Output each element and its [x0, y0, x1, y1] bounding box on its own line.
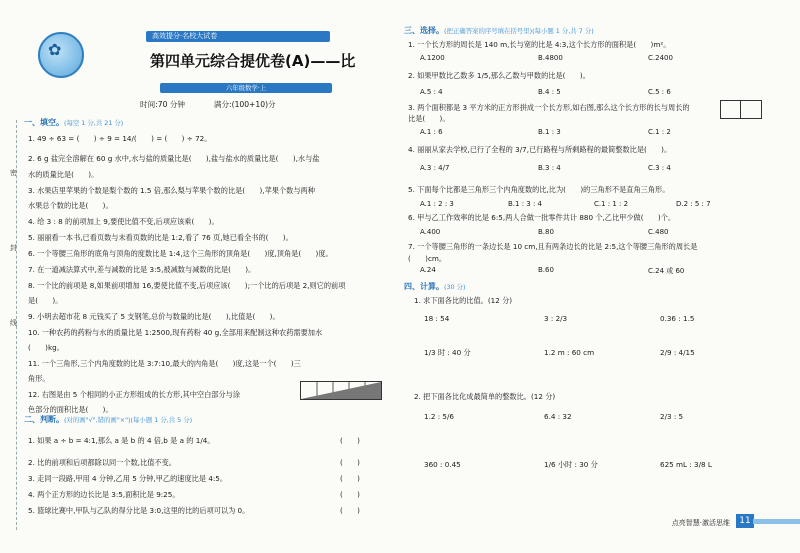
expression: 0.36 : 1.5: [660, 314, 695, 323]
question: 水果总个数的比是( )。: [28, 201, 113, 210]
option[interactable]: C.24 或 60: [648, 267, 685, 275]
question: 6. 一个等腰三角形的底角与顶角的度数比是 1:4,这个三角形的顶角是( )度,顶角是( )度。: [28, 249, 333, 258]
option[interactable]: B.1 : 3: [538, 128, 561, 136]
option[interactable]: A.400: [420, 228, 441, 236]
option[interactable]: C.3 : 4: [648, 164, 671, 172]
question: 10. 一种农药的药粉与水的质量比是 1:2500,现有药粉 40 g,全部用来配制这种农药需要加水: [28, 328, 323, 337]
question: 色部分的面积比是( )。: [28, 405, 113, 414]
expression: 3 : 2/3: [544, 314, 568, 323]
section-calc: [404, 281, 466, 292]
section-title: 二、判断。: [24, 415, 64, 424]
option[interactable]: A.1 : 2 : 3: [420, 200, 454, 208]
option[interactable]: B.60: [538, 266, 554, 274]
question: 1. 一个长方形的周长是 140 m,长与宽的比是 4:3,这个长方形的面积是( )m²。: [408, 40, 671, 49]
option[interactable]: B.4 : 5: [538, 88, 561, 96]
question: 3. 走同一段路,甲用 4 分钟,乙用 5 分钟,甲乙的速度比是 4:5。: [28, 474, 228, 483]
option[interactable]: B.3 : 4: [538, 164, 561, 172]
expression: 2/9 : 4/15: [660, 348, 695, 357]
expression: 1.2 : 5/6: [424, 412, 454, 421]
question: ( )kg。: [28, 343, 64, 352]
option[interactable]: C.5 : 6: [648, 88, 671, 96]
question: ( )cm。: [408, 254, 447, 263]
question: 是( )。: [28, 296, 63, 305]
question: 1. 如果 a ÷ b = 4:1,那么 a 是 b 的 4 倍,b 是 a 的 1/4。: [28, 436, 215, 445]
option[interactable]: A.3 : 4/7: [420, 164, 450, 172]
question: 6. 甲与乙工作效率的比是 6:5,两人合做一批零件共计 880 个,乙比甲少做( )个。: [408, 213, 676, 222]
answer-paren[interactable]: ( ): [340, 474, 360, 483]
question: 12. 右图是由 5 个相同的小正方形组成的长方形,其中空白部分与涂: [28, 390, 241, 399]
section-true-false: [24, 414, 192, 425]
expression: 2/3 : 5: [660, 412, 684, 421]
expression: 1.2 m : 60 cm: [544, 348, 595, 357]
answer-paren[interactable]: ( ): [340, 458, 360, 467]
option[interactable]: D.2 : 5 : 7: [676, 200, 711, 208]
expression: 1/3 时 : 40 分: [424, 348, 471, 357]
option[interactable]: B.80: [538, 228, 554, 236]
question: 角形。: [28, 374, 50, 383]
question: 比是( )。: [408, 114, 450, 123]
section-choice: [404, 25, 594, 36]
question: 5. 丽丽看一本书,已看页数与未看页数的比是 1:2,看了 76 页,她已看全书的( )。: [28, 233, 293, 242]
section-fill-blank: [24, 117, 123, 128]
answer-paren[interactable]: ( ): [340, 506, 360, 515]
logo-badge-icon: ✿: [38, 32, 84, 78]
question: 1. 49 ÷ 63 = ( ) ÷ 9 = 14/( ) = ( ) ÷ 72。: [28, 134, 212, 143]
question: 4. 给 3 : 8 的前项加上 9,要使比值不变,后项应该乘( )。: [28, 217, 219, 226]
seal-char: 封: [10, 244, 17, 252]
score-label: 满分:(100+10)分: [213, 100, 276, 109]
option[interactable]: B.1 : 3 : 4: [508, 200, 543, 208]
question: 3. 水果店里苹果的个数是梨个数的 1.5 倍,那么梨与苹果个数的比是( ),苹果个数与两种: [28, 186, 315, 195]
footer-slogan: 点亮智慧·激活思维: [671, 519, 730, 527]
question: 9. 小明去超市花 8 元钱买了 5 支钢笔,总价与数量的比是( ),比值是( )。: [28, 312, 280, 321]
seal-char: 线: [10, 319, 17, 327]
section-note: (30 分): [444, 283, 466, 291]
question: 3. 两个面积都是 3 平方米的正方形拼成一个长方形,如右图,那么这个长方形的长与周长的: [408, 103, 690, 112]
section-note: (把正确答案的序号填在括号里)(每小题 1 分,共 7 分): [444, 27, 594, 35]
question: 2. 把下面各比化成最简单的整数比。(12 分): [414, 392, 556, 401]
section-title: 四、计算。: [404, 282, 444, 291]
option[interactable]: C.1 : 1 : 2: [594, 200, 629, 208]
option[interactable]: C.2400: [648, 54, 673, 62]
question: 11. 一个三角形,三个内角度数的比是 3:7:10,最大的内角是( )度,这是一个( )三: [28, 359, 301, 368]
expression: 18 : 54: [424, 314, 450, 323]
answer-paren[interactable]: ( ): [340, 490, 360, 499]
question: 2. 比的前项和后项都除以同一个数,比值不变。: [28, 458, 176, 467]
question: 4. 丽丽从家去学校,已行了全程的 3/7,已行路程与所剩路程的最简整数比是( )。: [408, 145, 672, 154]
question: 4. 两个正方形的边长比是 3:5,面积比是 9:25。: [28, 490, 180, 499]
option[interactable]: A.1200: [420, 54, 445, 62]
question: 7. 一个等腰三角形的一条边长是 10 cm,且有两条边长的比是 2:5,这个等腰三角形的周长是: [408, 242, 698, 251]
expression: 1/6 小时 : 30 分: [544, 460, 598, 469]
page-number: 11: [736, 514, 754, 528]
option[interactable]: A.24: [420, 266, 436, 274]
question: 5. 下面每个比都是三角形三个内角度数的比,比为( )的三角形不是直角三角形。: [408, 185, 670, 194]
answer-paren[interactable]: ( ): [340, 436, 360, 445]
section-note: (对的画"√",错的画"×")(每小题 1 分,共 5 分): [64, 416, 193, 424]
question: 水的质量比是( )。: [28, 170, 99, 179]
rectangle-figure: [300, 381, 382, 400]
question: 8. 一个比的前项是 8,如果前项增加 16,要使比值不变,后项应该( );一个比的后项是 2,则它的前项: [28, 281, 346, 290]
question: 7. 在一道减法算式中,差与减数的比是 3:5,被减数与减数的比是( )。: [28, 265, 256, 274]
seal-char: 密: [10, 169, 17, 177]
section-note: (每空 1 分,共 21 分): [64, 119, 124, 127]
page-title: 第四单元综合提优卷(A)——比: [150, 52, 356, 70]
grade-label: 六年级数学·上: [160, 83, 332, 93]
question: 5. 篮球比赛中,甲队与乙队的得分比是 3:0,这里的比的后项可以为 0。: [28, 506, 250, 515]
option[interactable]: C.1 : 2: [648, 128, 671, 136]
question: 2. 如果甲数比乙数多 1/5,那么乙数与甲数的比是( )。: [408, 71, 590, 80]
option[interactable]: C.480: [648, 228, 669, 236]
expression: 360 : 0.45: [424, 460, 461, 469]
exam-info: [140, 99, 276, 110]
brand-banner: 高效提分·名校大试卷: [146, 31, 330, 42]
question: 2. 6 g 盐完全溶解在 60 g 水中,水与盐的质量比是( ),盐与盐水的质量比是( ),水与盐: [28, 154, 320, 163]
expression: 6.4 : 32: [544, 412, 572, 421]
question: 1. 求下面各比的比值。(12 分): [414, 296, 513, 305]
expression: 625 mL : 3/8 L: [660, 460, 712, 469]
section-title: 一、填空。: [24, 118, 64, 127]
time-label: 时间:70 分钟: [140, 100, 186, 109]
option[interactable]: A.5 : 4: [420, 88, 443, 96]
option[interactable]: A.1 : 6: [420, 128, 443, 136]
section-title: 三、选择。: [404, 26, 444, 35]
footer-bar: [753, 519, 800, 524]
two-squares-figure: [720, 100, 762, 119]
option[interactable]: B.4800: [538, 54, 563, 62]
